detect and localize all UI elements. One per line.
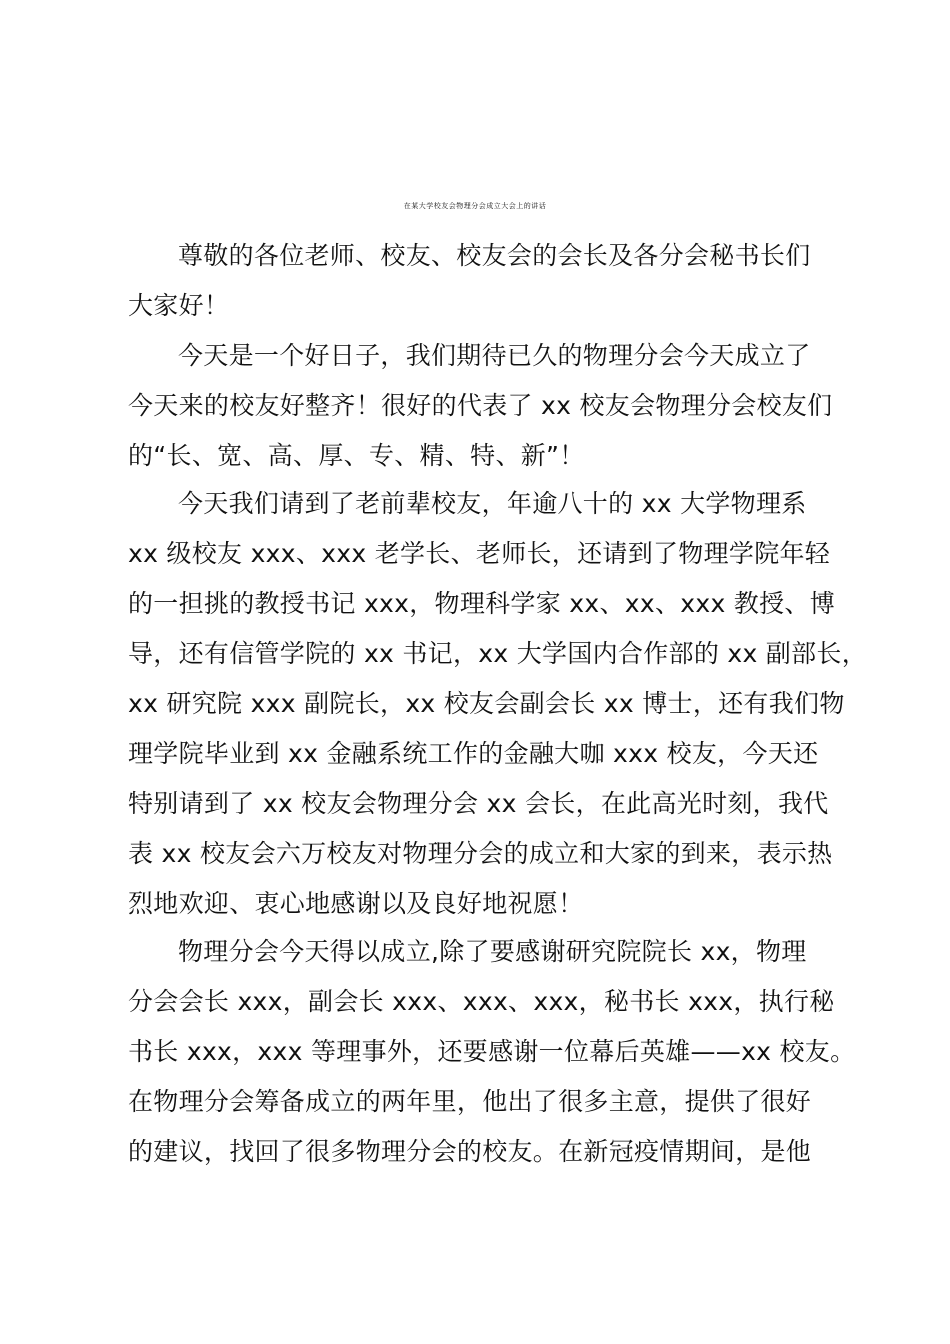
text-line: 导，还有信管学院的 xx 书记，xx 大学国内合作部的 xx 副部长， [128,639,868,668]
document-title: 在某大学校友会物理分会成立大会上的讲话 [403,202,547,210]
text-line: xx 研究院 xxx 副院长，xx 校友会副会长 xx 博士，还有我们物 [128,689,845,718]
text-line: 的“长、宽、高、厚、专、精、特、新”！ [128,441,585,470]
text-line: 在物理分会筹备成立的两年里，他出了很多主意，提供了很好 [128,1087,812,1116]
text-line: 今天来的校友好整齐！很好的代表了 xx 校友会物理分会校友们 [128,391,833,420]
text-line: 书长 xxx，xxx 等理事外，还要感谢一位幕后英雄——xx 校友。 [128,1037,856,1066]
text-line: 尊敬的各位老师、校友、校友会的会长及各分会秘书长们 [178,241,811,270]
text-line: 烈地欢迎、衷心地感谢以及良好地祝愿！ [128,889,584,918]
text-line: 今天我们请到了老前辈校友，年逾八十的 xx 大学物理系 [178,489,807,518]
text-line: 理学院毕业到 xx 金融系统工作的金融大咖 xxx 校友，今天还 [128,739,819,768]
text-line: 表 xx 校友会六万校友对物理分会的成立和大家的到来，表示热 [128,839,833,868]
text-line: 特别请到了 xx 校友会物理分会 xx 会长，在此高光时刻，我代 [128,789,829,818]
text-line: 分会会长 xxx，副会长 xxx、xxx、xxx，秘书长 xxx，执行秘 [128,987,835,1016]
text-line: 的一担挑的教授书记 xxx，物理科学家 xx、xx、xxx 教授、博 [128,589,835,618]
text-line: 今天是一个好日子，我们期待已久的物理分会今天成立了 [178,341,811,370]
text-line: 大家好！ [128,291,230,320]
text-line: xx 级校友 xxx、xxx 老学长、老师长，还请到了物理学院年轻 [128,539,831,568]
text-line: 的建议，找回了很多物理分会的校友。在新冠疫情期间，是他 [128,1137,812,1166]
text-line: 物理分会今天得以成立,除了要感谢研究院院长 xx，物理 [178,937,807,966]
